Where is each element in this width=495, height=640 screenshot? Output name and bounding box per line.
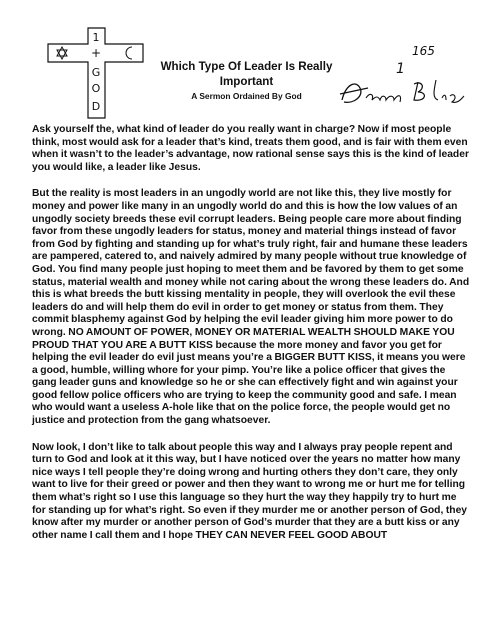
title-line-2: Important bbox=[219, 75, 274, 88]
logo-middle-text: + bbox=[90, 46, 102, 60]
logo-letter-o: O bbox=[91, 82, 101, 95]
page-number-one: 1 bbox=[396, 61, 405, 77]
crescent-moon-icon bbox=[126, 47, 132, 59]
header bbox=[150, 59, 343, 102]
logo-letter-g: G bbox=[91, 66, 101, 79]
page-number-total: 165 bbox=[412, 44, 435, 58]
signature bbox=[338, 74, 468, 108]
cross-logo bbox=[40, 26, 155, 121]
title-line-1: Which Type Of Leader Is Really bbox=[160, 60, 333, 73]
page-title bbox=[150, 59, 343, 89]
logo-top-text: 1 bbox=[92, 31, 100, 44]
paragraph-3: Now look, I don’t like to talk about people this way and I always pray people repent and turn to God and look at it this way, but I have noticed over the years no matter how many nice ways I tell people they’re doing wrong and hurting others they don’t care, they only want to live for their greed or power and then they want to wrong me or hurt me for telling them what’s right so I use this language so they hurt the way they happily try to hurt me for standing up for what’s right. So even if they murder me or another person of God, they know after my murder or another person of God’s murder that they are a butt kiss or any other name I call them and I hope THEY CAN NEVER FEEL GOOD ABOUT bbox=[32, 441, 468, 541]
paragraph-1: Ask yourself the, what kind of leader do you really want in charge? Now if most people think, most would ask for a leader that’s kind, treats them good, and is fair with them even when it wasn’t to the leader’s advantage, now rational sense says this is the kind of leader you would like, a leader like Jesus. bbox=[32, 124, 469, 173]
page-subtitle: A Sermon Ordained By God bbox=[191, 91, 302, 101]
paragraph-2: But the reality is most leaders in an ungodly world are not like this, they live mostly for money and power like many in an ungodly world do and this is how the low values of an ungodly society breeds these evil corrupt leaders. Being people care more about finding favor from these ungodly leaders for status, money and material things instead of favor from God by fighting and standing up for what’s truly right, fair and humane these leaders are pampered, catered to, and naively admired by many people without true knowledge of God. You find many people just hoping to meet them and be favored by them to get some status, material wealth and money while not caring about the wrong these leaders do. And this is what breeds the butt kissing mentality in people, they will overlook the evil these leaders do and will help them do evil in order to get money or status from them. They commit blasphemy against God by helping the evil leader giving him more power to do wrong. NO AMOUNT OF POWER, MONEY OR MATERIAL WEALTH SHOULD MAKE YOU PROUD THAT YOU ARE A BUTT KISS because the more money and favor you get for helping the evil leader do evil just means you’re a BIGGER BUTT KISS, it means you were a good, humble, willing whore for your pimp. You’re like a police officer that gives the gang leader guns and knowledge so he or she can effectively fight and win against your good fellow police officers who are trying to keep the community good and safe. I mean who would want a useless A-hole like that on the police force, the people would get no justice and protection from the gang whatsoever. bbox=[32, 188, 470, 427]
sermon-body bbox=[32, 124, 472, 556]
star-of-david-icon bbox=[57, 47, 67, 59]
logo-letter-d: D bbox=[91, 100, 101, 113]
